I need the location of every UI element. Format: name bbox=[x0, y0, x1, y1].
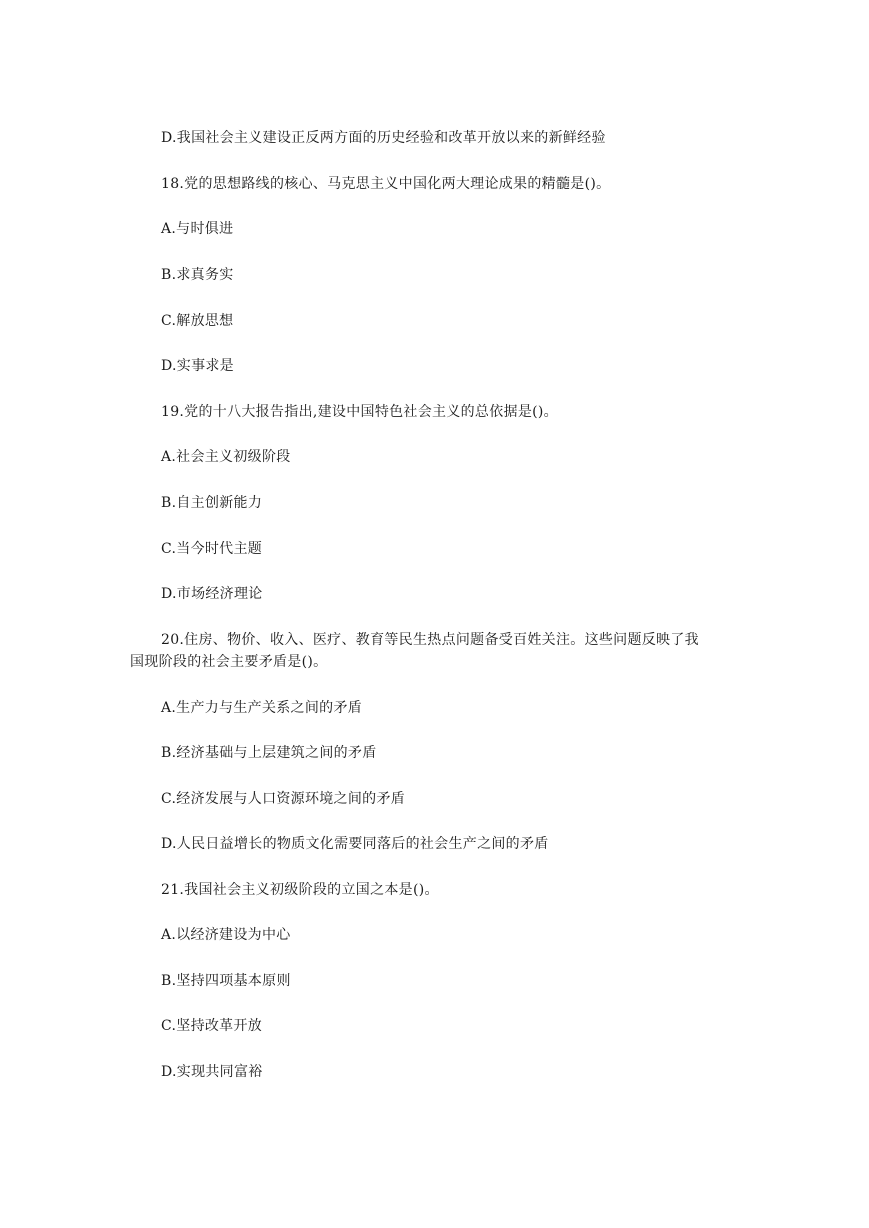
option-19-c: C.当今时代主题 bbox=[161, 541, 263, 557]
option-20-a: A.生产力与生产关系之间的矛盾 bbox=[161, 700, 363, 716]
question-20-line-2: 国现阶段的社会主要矛盾是()。 bbox=[130, 654, 328, 670]
option-20-b: B.经济基础与上层建筑之间的矛盾 bbox=[161, 745, 377, 761]
option-20-c: C.经济发展与人口资源环境之间的矛盾 bbox=[161, 791, 406, 807]
option-20-d: D.人民日益增长的物质文化需要同落后的社会生产之间的矛盾 bbox=[161, 836, 549, 852]
option-18-b: B.求真务实 bbox=[161, 267, 234, 283]
question-18: 18.党的思想路线的核心、马克思主义中国化两大理论成果的精髓是()。 bbox=[161, 176, 611, 192]
option-19-b: B.自主创新能力 bbox=[161, 495, 263, 511]
option-19-a: A.社会主义初级阶段 bbox=[161, 449, 291, 465]
option-21-d: D.实现共同富裕 bbox=[161, 1064, 263, 1080]
option-18-d: D.实事求是 bbox=[161, 358, 234, 374]
option-21-c: C.坚持改革开放 bbox=[161, 1018, 263, 1034]
question-21: 21.我国社会主义初级阶段的立国之本是()。 bbox=[161, 882, 439, 898]
question-19: 19.党的十八大报告指出,建设中国特色社会主义的总依据是()。 bbox=[161, 404, 558, 420]
question-20-line-1: 20.住房、物价、收入、医疗、教育等民生热点问题备受百姓关注。这些问题反映了我 bbox=[161, 632, 699, 648]
option-21-a: A.以经济建设为中心 bbox=[161, 927, 291, 943]
option-19-d: D.市场经济理论 bbox=[161, 586, 263, 602]
option-18-a: A.与时俱进 bbox=[161, 221, 234, 237]
option-17-d: D.我国社会主义建设正反两方面的历史经验和改革开放以来的新鲜经验 bbox=[161, 130, 606, 146]
option-18-c: C.解放思想 bbox=[161, 313, 234, 329]
option-21-b: B.坚持四项基本原则 bbox=[161, 973, 291, 989]
